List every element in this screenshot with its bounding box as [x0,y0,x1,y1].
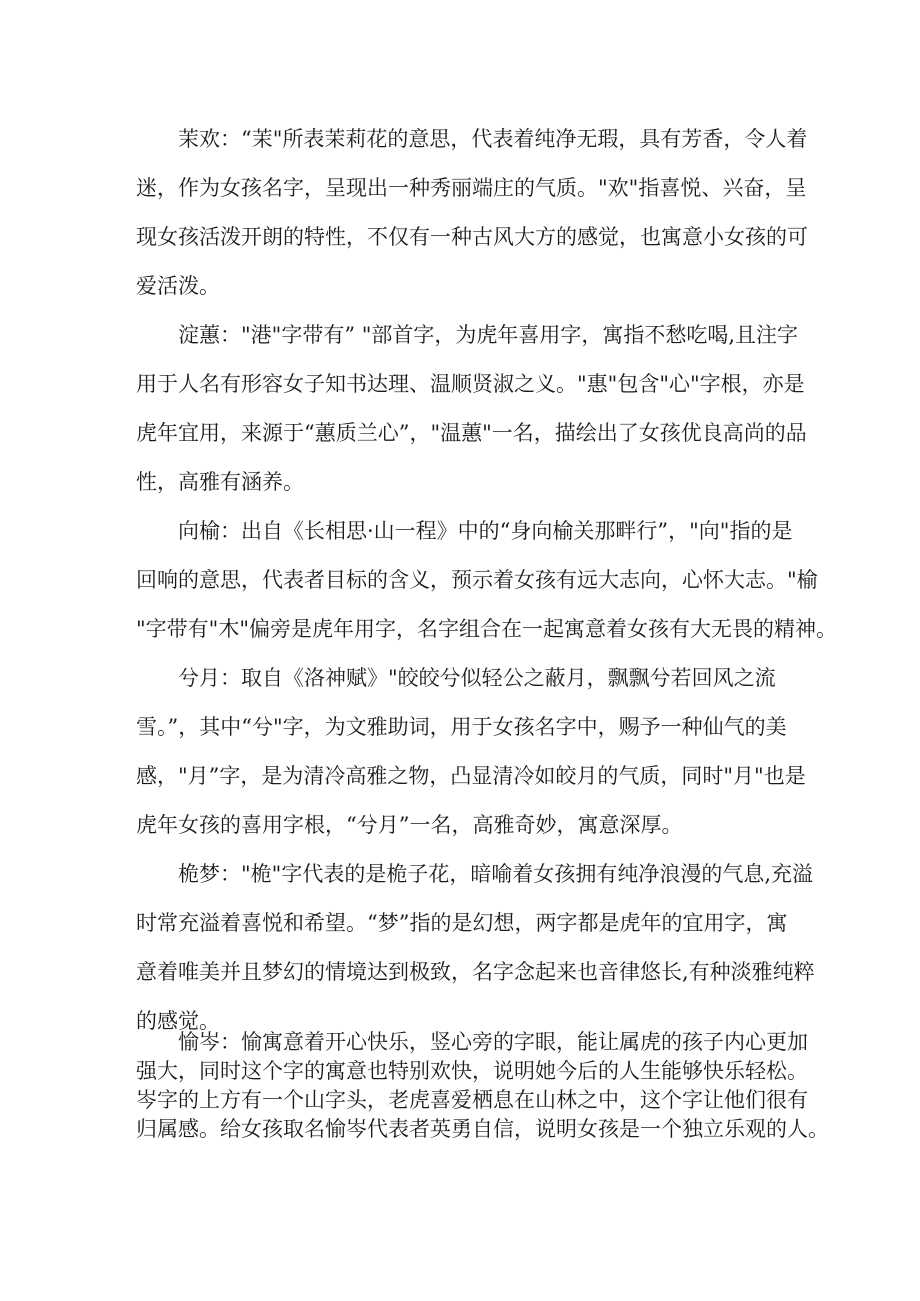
paragraph-line: 桅梦："桅"字代表的是桅子花，暗喻着女孩拥有纯净浪漫的气息,充溢 [178,862,813,886]
paragraph-line: 虎年宜用，来源于“蕙质兰心”，"温蕙"一名，描绘出了女孩优良高尚的品 [136,421,807,445]
paragraph-xiyue [136,654,806,850]
paragraph-line: 时常充溢着喜悦和希望。“梦”指的是幻想，两字都是虎年的宜用字，寓 [136,911,788,935]
paragraph-line: 虎年女孩的喜用字根，“兮月”一名，高雅奇妙，寓意深厚。 [136,813,683,837]
paragraph-weimeng [136,850,815,1046]
paragraph-line: 兮月：取自《洛神赋》"皎皎兮似轻公之蔽月，飘飘兮若回风之流 [178,666,776,690]
paragraph-line: 意着唯美并且梦幻的情境达到极致，名字念起来也音律悠长,有种淡雅纯粹 [136,960,815,984]
paragraph-line: 愉岑：愉寓意着开心快乐，竖心旁的字眼，能让属虎的孩子内心更加 [178,1030,808,1054]
paragraph-line: 感，"月”字，是为清冷高雅之物，凸显清冷如皎月的气质，同时"月"也是 [136,764,806,788]
paragraph-line: 归属感。给女孩取名愉岑代表者英勇自信，说明女孩是一个独立乐观的人。 [136,1117,829,1141]
paragraph-line: 性，高雅有涵养。 [136,470,304,494]
paragraph-dianhui [136,311,807,507]
paragraph-mohuan [136,115,808,311]
paragraph-line: 用于人名有形容女子知书达理、温顺贤淑之义。"惠"包含"心"字根，亦是 [136,372,805,396]
paragraph-line: 现女孩活泼开朗的特性，不仅有一种古风大方的感觉，也寓意小女孩的可 [136,225,808,249]
paragraph-xiangyu [136,507,837,654]
paragraph-line: 淀蕙："港"字带有” "部首字，为虎年喜用字，寓指不愁吃喝,且注字 [178,323,799,347]
paragraph-line: 迷，作为女孩名字，呈现出一种秀丽端庄的气质。"欢"指喜悦、兴奋，呈 [136,176,807,200]
paragraph-yucen [136,1028,829,1144]
paragraph-line: 茉欢：“茉"所表茉莉花的意思，代表着纯净无瑕，具有芳香，令人着 [178,127,808,151]
paragraph-line: 的感觉。 [136,1009,220,1033]
paragraph-line: 向榆：出自《长相思·山一程》中的“身向榆关那畔行”，"向"指的是 [178,519,793,543]
paragraph-line: 强大，同时这个字的寓意也特别欢快，说明她今后的人生能够快乐轻松。 [136,1059,808,1083]
paragraph-line: 雪。”，其中“兮"字，为文雅助词，用于女孩名字中，赐予一种仙气的美 [136,715,787,739]
paragraph-line: "字带有"木"偏旁是虎年用字，名字组合在一起寓意着女孩有大无畏的精神。 [136,617,837,641]
paragraph-line: 回响的意思，代表者目标的含义，预示着女孩有远大志向，心怀大志。"榆 [136,568,818,592]
paragraph-line: 岑字的上方有一个山字头，老虎喜爱栖息在山林之中，这个字让他们很有 [136,1088,808,1112]
paragraph-line: 爱活泼。 [136,274,220,298]
